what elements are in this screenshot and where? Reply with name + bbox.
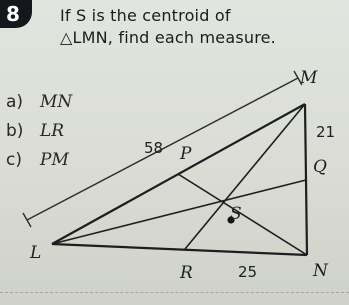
dimension-tick-left [23, 213, 31, 227]
median-mr [185, 104, 305, 249]
median-np [178, 174, 307, 255]
instruction-line-2: △LMN, find each measure. [60, 28, 276, 47]
part-letter: c) [6, 150, 22, 170]
point-label-s: S [230, 204, 242, 224]
point-label-r: R [180, 263, 193, 283]
problem-number-badge: 8 [0, 0, 32, 28]
part-letter: a) [6, 92, 24, 112]
vertex-label-m: M [300, 68, 318, 88]
point-label-q: Q [313, 157, 327, 177]
vertex-label-n: N [313, 261, 328, 281]
point-label-p: P [180, 144, 192, 164]
page-bottom-rule [0, 292, 349, 293]
measure-label-rn: 25 [238, 263, 258, 281]
part-letter: b) [6, 121, 24, 141]
part-segment: PM [40, 150, 69, 170]
part-segment: MN [40, 92, 73, 112]
vertex-label-l: L [30, 243, 42, 263]
median-lq [52, 180, 306, 244]
instruction-line-1: If S is the centroid of [60, 6, 231, 25]
side-ln [52, 244, 307, 255]
measure-label-lp: 58 [144, 139, 164, 157]
measure-label-mq: 21 [316, 123, 336, 141]
part-segment: LR [40, 121, 65, 141]
